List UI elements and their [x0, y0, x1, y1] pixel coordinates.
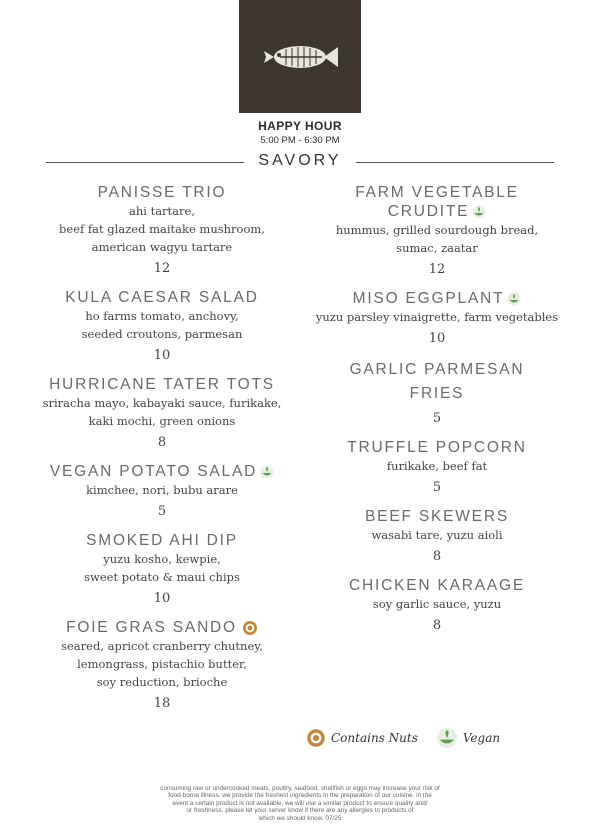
- item-desc: kimchee, nori, bubu arare: [86, 483, 238, 497]
- item-desc: wasabi tare, yuzu aioli: [371, 528, 503, 542]
- item-desc: beef fat glazed maitake mushroom,: [59, 222, 265, 236]
- item-desc: soy reduction, brioche: [96, 675, 228, 689]
- menu-item: [22, 462, 302, 523]
- item-price: 8: [432, 618, 442, 633]
- disclaimer-line: event a certain product is not available, we will use a similar product to ensure quality and/: [172, 799, 428, 807]
- item-price: 8: [432, 549, 442, 564]
- item-desc: seeded croutons, parmesan: [81, 327, 243, 341]
- item-name: SMOKED AHI DIP: [86, 532, 238, 549]
- vegan-legend-icon: [436, 727, 458, 749]
- item-desc: kaki mochi, green onions: [88, 414, 236, 428]
- item-desc: hummus, grilled sourdough bread,: [335, 223, 539, 237]
- menu-item: [22, 375, 302, 454]
- legend: [306, 727, 500, 749]
- menu-item: [22, 531, 302, 610]
- menu-item: [298, 358, 576, 430]
- item-desc: soy garlic sauce, yuzu: [372, 597, 502, 611]
- item-desc: sweet potato & maui chips: [84, 570, 240, 584]
- item-name: FARM VEGETABLE: [355, 184, 519, 201]
- item-name: PANISSE TRIO: [97, 184, 227, 201]
- disclaimer: [100, 785, 500, 822]
- item-price: 12: [428, 262, 446, 277]
- item-price: 10: [153, 348, 171, 363]
- logo-box: [239, 0, 361, 113]
- item-name: KULA CAESAR SALAD: [65, 289, 259, 306]
- disclaimer-line: consuming raw or undercooked meats, poultry, seafood, shellfish or eggs may increase your risk of: [160, 785, 440, 792]
- item-name: [22, 462, 302, 481]
- item-name: HURRICANE TATER TOTS: [49, 376, 275, 393]
- item-desc: sumac, zaatar: [396, 241, 478, 255]
- menu-item: [298, 289, 576, 350]
- item-desc: ahi tartare,: [128, 204, 195, 218]
- vegan-icon: [472, 205, 486, 219]
- item-name: [298, 202, 576, 221]
- right-column: [298, 183, 576, 637]
- divider-right: [356, 162, 554, 163]
- item-name: GARLIC PARMESAN: [349, 361, 525, 378]
- left-column: [22, 183, 302, 715]
- disclaimer-line: food-borne illness. we provide the freshest ingredients in the preparation of our cuisine. in the: [168, 792, 432, 800]
- menu-item: [298, 507, 576, 568]
- item-name: BEEF SKEWERS: [365, 508, 509, 525]
- menu-item: [298, 576, 576, 637]
- item-price: 5: [432, 411, 442, 426]
- vegan-icon: [507, 292, 521, 306]
- section-title: SAVORY: [258, 152, 342, 169]
- item-name-text: VEGAN POTATO SALAD: [49, 463, 258, 480]
- item-desc: furikake, beef fat: [386, 459, 488, 473]
- item-name-text: FOIE GRAS SANDO: [66, 619, 237, 636]
- item-name: [22, 618, 302, 637]
- legend-nuts-label: Contains Nuts: [331, 731, 418, 745]
- item-desc: american wagyu tartare: [91, 240, 233, 254]
- disclaimer-line: which we should know. 07/25: [258, 814, 342, 822]
- item-name-text: CRUDITE: [387, 203, 470, 220]
- item-price: 10: [153, 591, 171, 606]
- item-desc: yuzu kosho, kewpie,: [103, 552, 221, 566]
- nut-legend-icon: [306, 728, 326, 748]
- item-name-text: MISO EGGPLANT: [352, 290, 505, 307]
- item-name: FRIES: [409, 385, 465, 402]
- item-price: 5: [432, 480, 442, 495]
- menu-item: [22, 288, 302, 367]
- item-price: 10: [428, 331, 446, 346]
- menu-item: [298, 438, 576, 499]
- nut-icon: [242, 620, 258, 636]
- item-desc: lemongrass, pistachio butter,: [77, 657, 247, 671]
- item-price: 5: [157, 504, 167, 519]
- menu-item: [298, 183, 576, 281]
- item-desc: sriracha mayo, kabayaki sauce, furikake,: [42, 396, 282, 410]
- item-price: 18: [153, 696, 171, 711]
- item-name: CHICKEN KARAAGE: [348, 577, 525, 594]
- vegan-icon: [260, 465, 274, 479]
- item-desc: seared, apricot cranberry chutney,: [61, 639, 263, 653]
- item-price: 12: [153, 261, 171, 276]
- item-price: 8: [157, 435, 167, 450]
- disclaimer-line: or freshness. please let your server know if there are any allergies to products of: [186, 807, 414, 815]
- menu-item: [22, 618, 302, 715]
- item-desc: ho farms tomato, anchovy,: [85, 309, 239, 323]
- happy-hour-time: 5:00 PM - 6:30 PM: [260, 135, 340, 146]
- menu-item: [22, 183, 302, 280]
- item-name: TRUFFLE POPCORN: [347, 439, 527, 456]
- item-name: [298, 289, 576, 308]
- fish-skeleton-logo-icon: [260, 37, 340, 77]
- item-desc: yuzu parsley vinaigrette, farm vegetables: [315, 310, 559, 324]
- legend-vegan-label: Vegan: [462, 731, 501, 745]
- happy-hour-title: HAPPY HOUR: [258, 119, 342, 133]
